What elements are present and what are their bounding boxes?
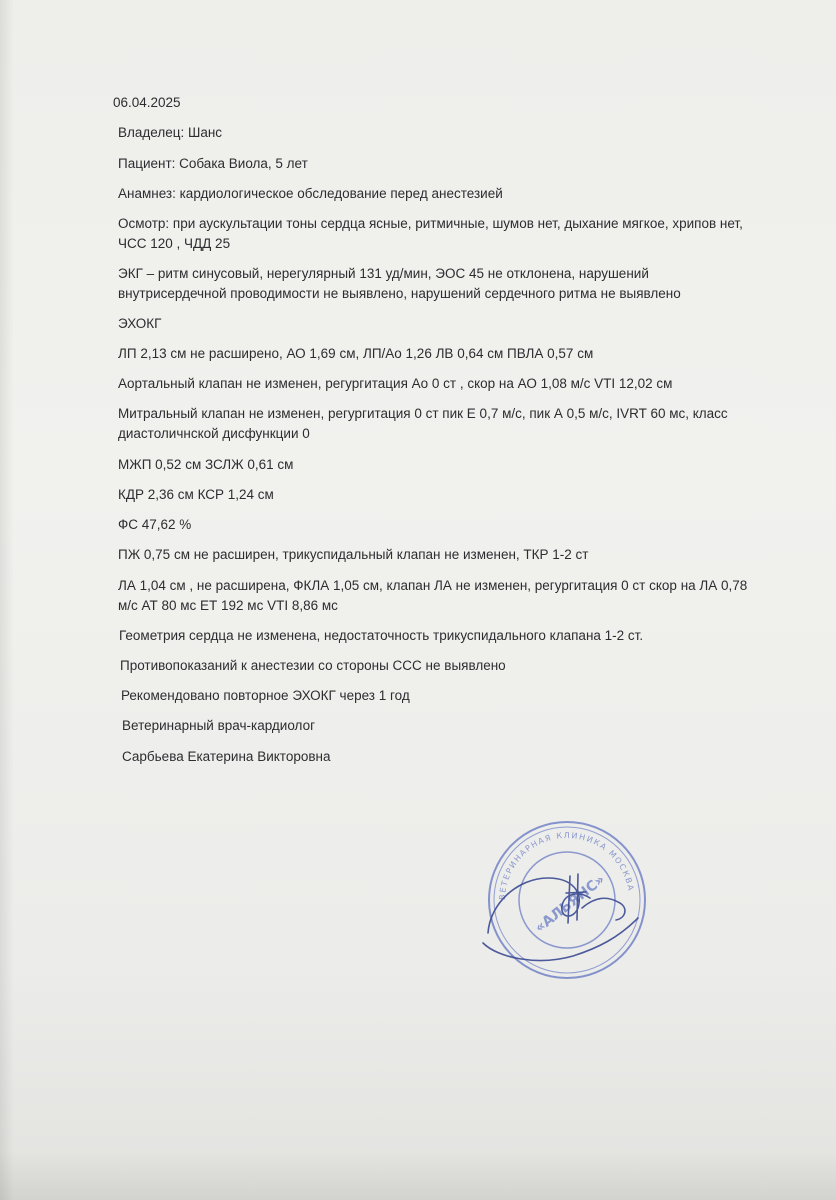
fs-line: ФС 47,62 % bbox=[118, 517, 192, 532]
mitral-valve-line-1: Митральный клапан не изменен, регургитация 0 ст пик Е 0,7 м/с, пик А 0,5 м/с, IVRT 60 мс, класс bbox=[118, 406, 728, 421]
exam-line-1: Осмотр: при аускультации тоны сердца ясные, ритмичные, шумов нет, дыхание мягкое, хрипов нет, bbox=[118, 216, 743, 231]
mitral-valve-line-2: диастоличнской дисфункции 0 bbox=[118, 426, 310, 441]
doctor-title: Ветеринарный врач-кардиолог bbox=[122, 718, 315, 733]
exam-line-2: ЧСС 120 , ЧДД 25 bbox=[118, 236, 231, 251]
rv-line: ПЖ 0,75 см не расширен, трикуспидальный клапан не изменен, ТКР 1-2 ст bbox=[118, 547, 589, 562]
anamnesis-line: Анамнез: кардиологическое обследование перед анестезией bbox=[118, 186, 503, 201]
doctor-signature bbox=[478, 848, 643, 973]
conclusion-line: Геометрия сердца не изменена, недостаточность трикуспидального клапана 1-2 ст. bbox=[119, 628, 644, 643]
document-date: 06.04.2025 bbox=[113, 95, 181, 110]
aortic-valve-line: Аортальный клапан не изменен, регургитация Ао 0 ст , скор на АО 1,08 м/с VTI 12,02 см bbox=[118, 376, 673, 391]
ivs-line: МЖП 0,52 см ЗСЛЖ 0,61 см bbox=[118, 457, 294, 472]
stamp-ring-text: ВЕТЕРИНАРНАЯ КЛИНИКА МОСКВА bbox=[497, 830, 636, 901]
contraindications-line: Противопоказаний к анестезии со стороны ССС не выявлено bbox=[120, 658, 506, 673]
la-measurements: ЛП 2,13 см не расширено, АО 1,69 см, ЛП/Ао 1,26 ЛВ 0,64 см ПВЛА 0,57 см bbox=[118, 346, 594, 361]
echo-section-title: ЭХОКГ bbox=[118, 316, 162, 331]
edd-line: КДР 2,36 см КСР 1,24 см bbox=[118, 487, 274, 502]
pa-line-1: ЛА 1,04 см , не расширена, ФКЛА 1,05 см, клапан ЛА не изменен, регургитация 0 ст скор на ЛА 0,78 bbox=[118, 578, 748, 593]
owner-line: Владелец: Шанс bbox=[118, 125, 223, 140]
pa-line-2: м/с АТ 80 мс ЕТ 192 мс VTI 8,86 мс bbox=[118, 598, 338, 613]
stamp-center-text: «АЛЬЯНС» bbox=[532, 871, 609, 937]
doctor-name: Сарбьева Екатерина Викторовна bbox=[122, 749, 331, 764]
recommendation-line: Рекомендовано повторное ЭХОКГ через 1 год bbox=[121, 688, 410, 703]
ecg-line-2: внутрисердечной проводимости не выявлено, нарушений сердечного ритма не выявлено bbox=[118, 286, 681, 301]
ecg-line-1: ЭКГ – ритм синусовый, нерегулярный 131 уд/мин, ЭОС 45 не отклонена, нарушений bbox=[118, 266, 649, 281]
patient-line: Пациент: Собака Виола, 5 лет bbox=[118, 156, 308, 171]
